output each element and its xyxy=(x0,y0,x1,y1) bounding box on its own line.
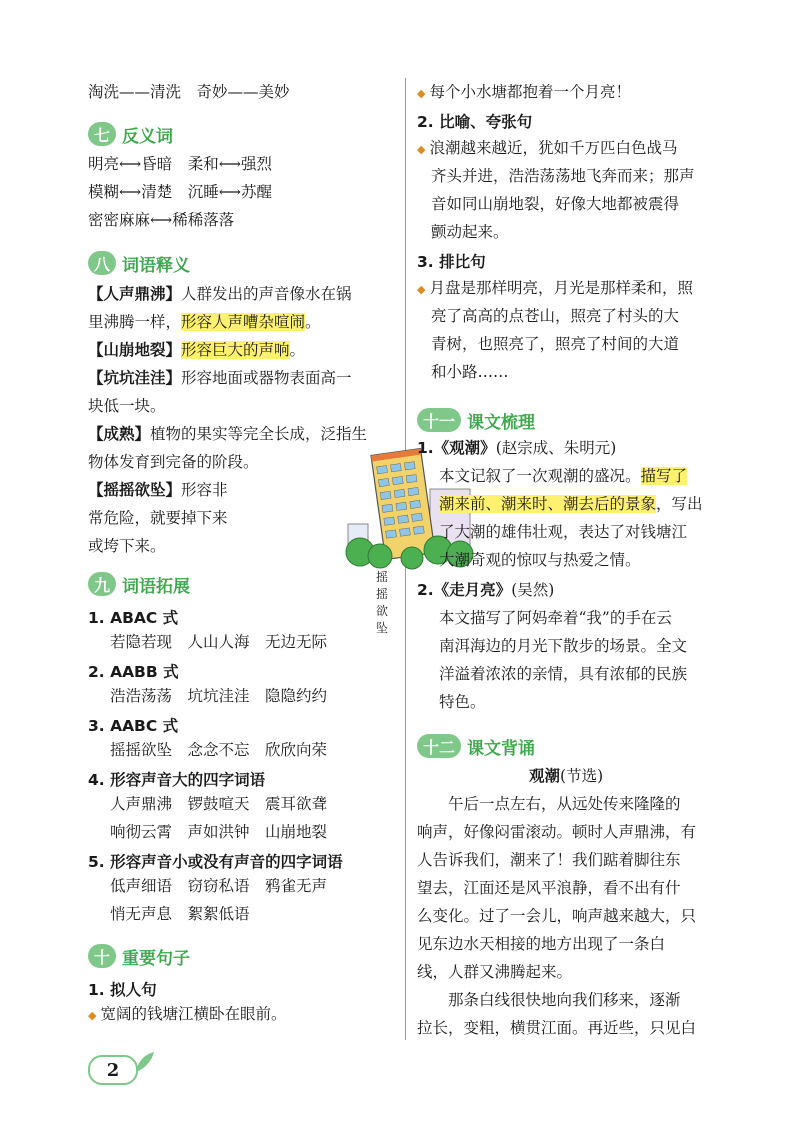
summary-line: 了大潮的雄伟壮观，表达了对钱塘江 xyxy=(439,523,688,541)
definition-entry: 【坑坑洼洼】形容地面或器物表面高一 xyxy=(88,369,352,387)
example-sentence: ◆ 浪潮越来越近，犹如千万匹白色战马 xyxy=(417,139,678,157)
text-title: 2.《走月亮》(吴然) xyxy=(417,581,555,599)
summary-line: 潮来前、潮来时、潮去后的景象，写出 xyxy=(439,495,703,513)
subheading: 3. 排比句 xyxy=(417,253,486,271)
section-title: 词语拓展 xyxy=(122,576,191,597)
summary-line: 本文描写了阿妈牵着“我”的手在云 xyxy=(439,609,672,627)
highlight: 形容巨大的声响 xyxy=(181,341,290,359)
word-list: 若隐若现 人山人海 无边无际 xyxy=(110,633,328,651)
example-sentence: ◆ 每个小水塘都抱着一个月亮！ xyxy=(417,83,631,101)
summary-line: 本文记叙了一次观潮的盛况。描写了 xyxy=(439,467,688,485)
diamond-bullet-icon: ◆ xyxy=(417,283,426,296)
page-number: 2 xyxy=(88,1055,138,1085)
summary-line: 洋溢着浓浓的亲情，具有浓郁的民族 xyxy=(439,665,688,683)
diamond-bullet-icon: ◆ xyxy=(417,87,426,100)
example-sentence: 亮了高高的点苍山，照亮了村头的大 xyxy=(431,307,680,325)
definition-entry: 【摇摇欲坠】形容非 xyxy=(88,481,228,499)
passage-line: 线，人群又沸腾起来。 xyxy=(417,963,573,981)
subheading: 2. AABB 式 xyxy=(88,663,179,681)
section-title: 课文背诵 xyxy=(467,738,536,759)
section-number-badge: 十二 xyxy=(417,734,461,758)
example-sentence: 和小路…… xyxy=(431,363,509,381)
section-number-badge: 十一 xyxy=(417,408,461,432)
antonym-line: 明亮⟷昏暗 柔和⟷强烈 xyxy=(88,155,272,173)
subheading: 2. 比喻、夸张句 xyxy=(417,113,533,131)
diamond-bullet-icon: ◆ xyxy=(417,143,426,156)
passage-line: 那条白线很快地向我们移来，逐渐 xyxy=(417,991,681,1009)
word-list: 低声细语 窃窃私语 鸦雀无声 xyxy=(110,877,328,895)
section-number-badge: 十 xyxy=(88,944,116,968)
word-list: 悄无声息 絮絮低语 xyxy=(110,905,250,923)
antonym-line: 密密麻麻⟷稀稀落落 xyxy=(88,211,235,229)
summary-line: 南洱海边的月光下散步的场景。全文 xyxy=(439,637,688,655)
subheading: 3. AABC 式 xyxy=(88,717,179,735)
antonym-line: 模糊⟷清楚 沉睡⟷苏醒 xyxy=(88,183,272,201)
section-11-header xyxy=(417,407,535,433)
passage-line: 午后一点左右，从远处传来隆隆的 xyxy=(417,795,681,813)
section-number-badge: 七 xyxy=(88,122,116,146)
section-title: 重要句子 xyxy=(122,948,191,969)
text-title: 1.《观潮》(赵宗成、朱明元) xyxy=(417,439,617,457)
passage-title: 观潮(节选) xyxy=(529,767,604,785)
synonym-line: 淘洗——清洗 奇妙——美妙 xyxy=(88,83,290,101)
passage-line: 人告诉我们，潮来了！我们踮着脚往东 xyxy=(417,851,681,869)
section-9-header xyxy=(88,571,190,597)
example-sentence: ◆ 宽阔的钱塘江横卧在眼前。 xyxy=(88,1005,287,1023)
example-sentence: 齐头并进，浩浩荡荡地飞奔而来；那声 xyxy=(431,167,695,185)
section-12-header xyxy=(417,733,535,759)
subheading: 1. 拟人句 xyxy=(88,981,157,999)
definition-entry: 或垮下来。 xyxy=(88,537,166,555)
passage-line: 见东边水天相接的地方出现了一条白 xyxy=(417,935,666,953)
word-list: 浩浩荡荡 坑坑洼洼 隐隐约约 xyxy=(110,687,328,705)
section-number-badge: 九 xyxy=(88,572,116,596)
example-sentence: 音如同山崩地裂，好像大地都被震得 xyxy=(431,195,680,213)
example-sentence: 颤动起来。 xyxy=(431,223,509,241)
subheading: 1. ABAC 式 xyxy=(88,609,179,627)
summary-line: 特色。 xyxy=(439,693,486,711)
word-list: 摇摇欲坠 念念不忘 欣欣向荣 xyxy=(110,741,328,759)
section-7-header xyxy=(88,121,173,147)
illustration-caption: 摇摇欲坠 xyxy=(376,570,389,635)
subheading: 4. 形容声音大的四字词语 xyxy=(88,771,266,789)
definition-entry: 物体发育到完备的阶段。 xyxy=(88,453,259,471)
passage-line: 响声，好像闷雷滚动。顿时人声鼎沸，有 xyxy=(417,823,697,841)
diamond-bullet-icon: ◆ xyxy=(88,1009,97,1022)
definition-entry: 【人声鼎沸】人群发出的声音像水在锅 xyxy=(88,285,352,303)
section-number-badge: 八 xyxy=(88,251,116,275)
definition-entry: 里沸腾一样，形容人声嘈杂喧闹。 xyxy=(88,313,321,331)
definition-entry: 常危险，就要掉下来 xyxy=(88,509,228,527)
subheading: 5. 形容声音小或没有声音的四字词语 xyxy=(88,853,343,871)
summary-line: 大潮奇观的惊叹与热爱之情。 xyxy=(439,551,641,569)
highlight: 潮来前、潮来时、潮去后的景象 xyxy=(439,495,657,513)
section-title: 反义词 xyxy=(122,126,174,147)
word-list: 人声鼎沸 锣鼓喧天 震耳欲聋 xyxy=(110,795,328,813)
passage-line: 望去，江面还是风平浪静，看不出有什 xyxy=(417,879,681,897)
section-8-header xyxy=(88,250,190,276)
example-sentence: ◆ 月盘是那样明亮，月光是那样柔和，照 xyxy=(417,279,693,297)
section-10-header xyxy=(88,943,190,969)
passage-line: 么变化。过了一会儿，响声越来越大，只 xyxy=(417,907,697,925)
definition-entry: 【山崩地裂】形容巨大的声响。 xyxy=(88,341,306,359)
section-title: 课文梳理 xyxy=(467,412,536,433)
word-list: 响彻云霄 声如洪钟 山崩地裂 xyxy=(110,823,328,841)
section-title: 词语释义 xyxy=(122,255,191,276)
example-sentence: 青树，也照亮了，照亮了村间的大道 xyxy=(431,335,680,353)
definition-entry: 【成熟】植物的果实等完全长成，泛指生 xyxy=(88,425,368,443)
passage-line: 拉长，变粗，横贯江面。再近些，只见白 xyxy=(417,1019,697,1037)
definition-entry: 块低一块。 xyxy=(88,397,166,415)
highlight: 描写了 xyxy=(640,467,688,485)
highlight: 形容人声嘈杂喧闹 xyxy=(181,313,306,331)
leaf-icon xyxy=(134,1050,156,1074)
